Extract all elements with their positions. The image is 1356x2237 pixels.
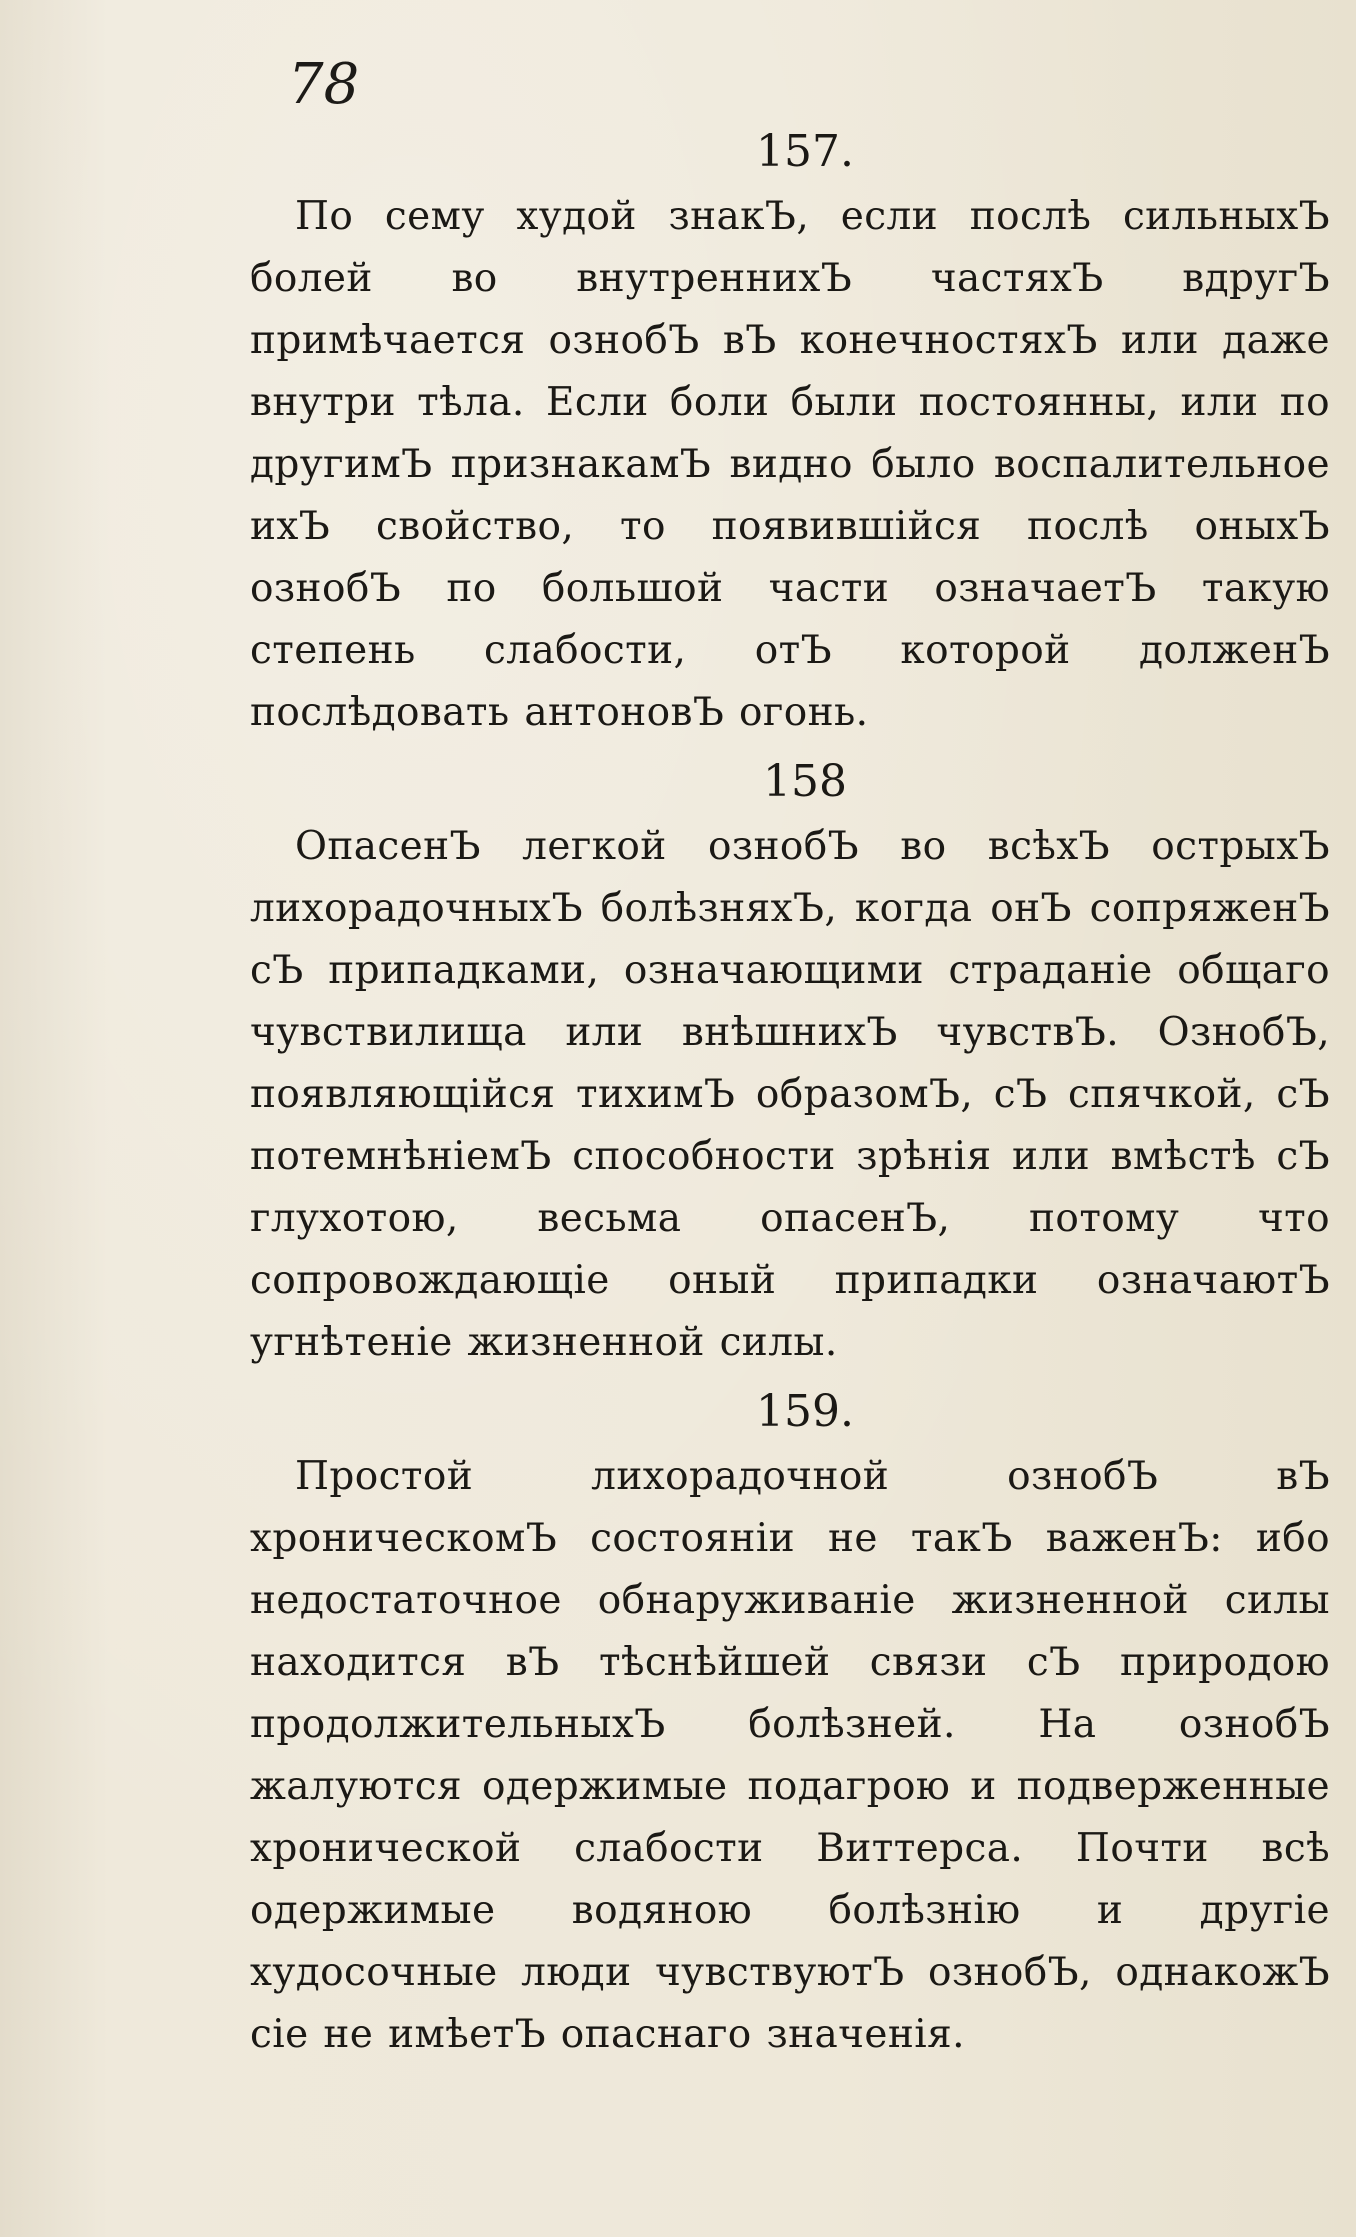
section-number: 158: [763, 756, 847, 807]
section-159: [250, 1382, 1330, 2066]
section-number: 159.: [756, 1386, 854, 1437]
page-number: 78: [288, 52, 360, 117]
paragraph: По сему худой знакЪ, если послѣ сильныхЪ болей во внутреннихЪ частяхЪ вдругЪ примѣчается ознобЪ вЪ конечностяхЪ или даже внутри тѣла. Если боли были постоянны, или по другимЪ признакамЪ видно было воспалительное ихЪ свойство, то появившійся послѣ оныхЪ ознобЪ по большой части означаетЪ такую степень слабости, отЪ которой долженЪ послѣдовать антоновЪ огонь.: [250, 194, 1330, 735]
section-157: [250, 122, 1330, 744]
paragraph: ОпасенЪ легкой ознобЪ во всѣхЪ острыхЪ лихорадочныхЪ болѣзняхЪ, когда онЪ сопряженЪ сЪ припадками, означающими страданіе общаго чувствилища или внѣшнихЪ чувствЪ. ОзнобЪ, появляющійся тихимЪ образомЪ, сЪ спячкой, сЪ потемнѣніемЪ способности зрѣнія или вмѣстѣ сЪ глухотою, весьма опасенЪ, потому что сопровождающіе оный припадки означаютЪ угнѣтеніе жизненной силы.: [250, 824, 1330, 1365]
section-number: 157.: [756, 126, 854, 177]
section-158: [250, 752, 1330, 1374]
page-body: [250, 122, 1330, 2074]
paragraph: Простой лихорадочной ознобЪ вЪ хроническомЪ состояніи не такЪ важенЪ: ибо недостаточное обнаруживаніе жизненной силы находится вЪ тѣснѣйшей связи сЪ природою продолжительныхЪ болѣзней. На ознобЪ жалуются одержимые подагрою и подверженные хронической слабости Виттерса. Почти всѣ одержимые водяною болѣзнію и другіе худосочные люди чувствуютЪ ознобЪ, однакожЪ сіе не имѣетЪ опаснаго значенія.: [250, 1454, 1330, 2057]
